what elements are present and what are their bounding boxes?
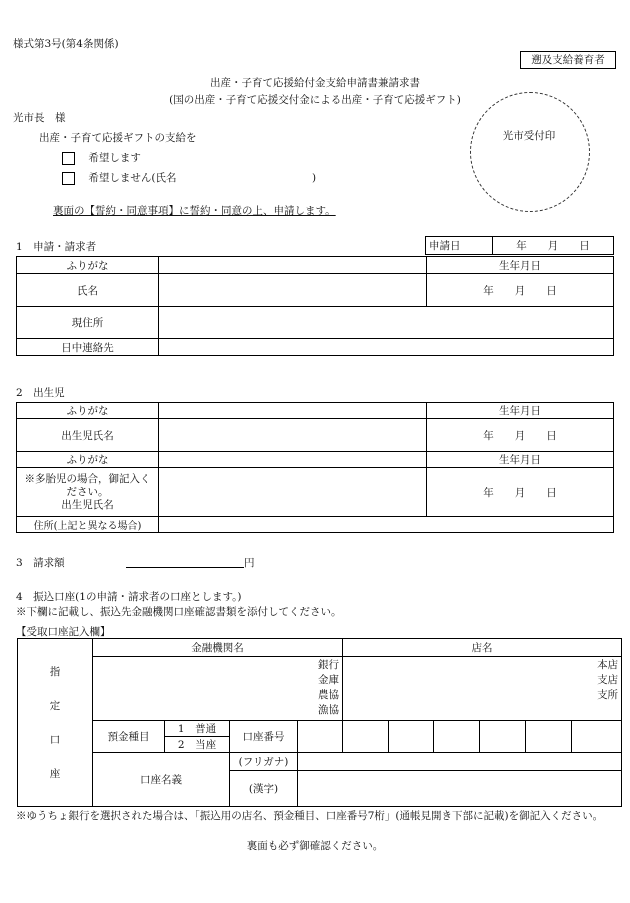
name-field[interactable] — [159, 274, 427, 307]
holder-kanji-field[interactable] — [298, 771, 622, 807]
amount-field[interactable] — [126, 567, 244, 568]
child2-name-field[interactable] — [159, 468, 427, 517]
option-no-label: 希望しません(氏名 — [88, 172, 177, 184]
holder-kana-field[interactable] — [298, 753, 622, 771]
furigana-label: ふりがな — [17, 257, 159, 274]
form-number: 様式第3号(第4条関係) — [13, 38, 119, 50]
badge: 遡及支給養育者 — [520, 51, 616, 69]
option-yes-label: 希望します — [88, 152, 141, 164]
child-address-label: 住所(上記と異なる場合) — [17, 517, 159, 533]
multi-birth-label — [17, 468, 159, 517]
multi-note-2: ださい。 — [66, 485, 109, 498]
stamp-label: 光市受付印 — [502, 130, 556, 142]
amount-unit: 円 — [244, 557, 255, 569]
bank-type-3: 農協 — [318, 689, 339, 701]
account-digit-5[interactable] — [480, 721, 526, 753]
child-furigana-field[interactable] — [159, 403, 427, 419]
side-char-3: 口 — [49, 733, 61, 746]
multi-note-3: 出生児氏名 — [61, 498, 114, 511]
back-note: 裏面も必ず御確認ください。 — [246, 840, 384, 852]
account-table — [17, 638, 622, 807]
addressee: 光市長 様 — [13, 112, 66, 124]
deposit-option-1[interactable]: 1 普通 — [165, 721, 230, 737]
branch-type-3: 支所 — [597, 689, 619, 701]
yucho-note: ※ゆうちょ銀行を選択された場合は、「振込用の店名、預金種目、口座番号7桁」(通帳見開き下部に記載)を御記入ください。 — [16, 810, 604, 822]
date-value[interactable]: 年 月 日 — [493, 237, 614, 255]
date-table — [425, 236, 614, 255]
child-name-label: 出生児氏名 — [17, 419, 159, 452]
contact-field[interactable] — [159, 339, 614, 356]
branch-type-2: 支店 — [597, 674, 619, 686]
child2-furigana-label: ふりがな — [17, 452, 159, 468]
holder-label: 口座名義 — [93, 753, 230, 807]
section2-heading: 2 出生児 — [16, 387, 65, 399]
child2-birthdate-field[interactable]: 年 月 日 — [427, 468, 614, 517]
bank-type-1: 銀行 — [318, 659, 339, 671]
account-digit-3[interactable] — [389, 721, 434, 753]
account-digit-1[interactable] — [298, 721, 343, 753]
child-birthdate-label: 生年月日 — [427, 403, 614, 419]
child-name-field[interactable] — [159, 419, 427, 452]
bank-type-2: 金庫 — [318, 674, 339, 686]
child-address-field[interactable] — [159, 517, 614, 533]
account-box-title: 【受取口座記入欄】 — [16, 626, 111, 638]
birthdate-field[interactable]: 年 月 日 — [427, 274, 614, 307]
section4-note: ※下欄に記載し、振込先金融機関口座確認書類を添付してください。 — [16, 606, 342, 618]
side-char-1: 指 — [49, 665, 61, 678]
section4-heading: 4 振込口座(1の申請・請求者の口座とします。) — [16, 591, 242, 603]
furigana-field[interactable] — [159, 257, 427, 274]
child-furigana-label: ふりがな — [17, 403, 159, 419]
deposit-type-label: 預金種目 — [93, 721, 165, 753]
bank-name-header: 金融機関名 — [93, 639, 343, 657]
account-digit-6[interactable] — [526, 721, 572, 753]
section1-heading: 1 申請・請求者 — [16, 241, 97, 253]
child2-birthdate-label: 生年月日 — [427, 452, 614, 468]
section3-heading: 3 請求額 — [16, 557, 65, 569]
branch-type-1: 本店 — [597, 659, 619, 671]
option-no[interactable] — [62, 170, 176, 185]
page-subtitle: (国の出産・子育て応援交付金による出産・子育て応援ギフト) — [169, 94, 461, 106]
side-char-4: 座 — [49, 767, 61, 780]
contact-label: 日中連絡先 — [17, 339, 159, 356]
deposit-option-2[interactable]: 2 当座 — [165, 737, 230, 753]
branch-name-field[interactable] — [343, 657, 622, 721]
applicant-table — [16, 256, 614, 356]
account-digit-2[interactable] — [343, 721, 389, 753]
name-label: 氏名 — [17, 274, 159, 307]
account-digit-7[interactable] — [572, 721, 622, 753]
birthdate-label: 生年月日 — [427, 257, 614, 274]
option-yes[interactable] — [62, 150, 141, 165]
option-no-close: ) — [312, 172, 317, 184]
bank-type-4: 漁協 — [318, 704, 339, 716]
ask-text: 出産・子育て応援ギフトの支給を — [39, 132, 197, 144]
child-birthdate-field[interactable]: 年 月 日 — [427, 419, 614, 452]
pledge-text: 裏面の【誓約・同意事項】に誓約・同意の上、申請します。 — [53, 205, 336, 217]
account-digit-4[interactable] — [434, 721, 480, 753]
checkbox-yes[interactable] — [62, 152, 75, 165]
address-label: 現住所 — [17, 307, 159, 339]
child2-furigana-field[interactable] — [159, 452, 427, 468]
multi-note-1: ※多胎児の場合，御記入く — [24, 472, 151, 485]
kanji-label: (漢字) — [230, 771, 298, 807]
branch-name-header: 店名 — [343, 639, 622, 657]
kana-label: (フリガナ) — [230, 753, 298, 771]
page-title: 出産・子育て応援給付金支給申請書兼請求書 — [210, 77, 420, 89]
reception-stamp-area — [470, 92, 590, 212]
date-label: 申請日 — [426, 237, 493, 255]
side-char-2: 定 — [49, 699, 61, 712]
child-table — [16, 402, 614, 533]
address-field[interactable] — [159, 307, 614, 339]
checkbox-no[interactable] — [62, 172, 75, 185]
designated-account-label — [18, 639, 93, 807]
bank-name-field[interactable] — [93, 657, 343, 721]
account-number-label: 口座番号 — [230, 721, 298, 753]
